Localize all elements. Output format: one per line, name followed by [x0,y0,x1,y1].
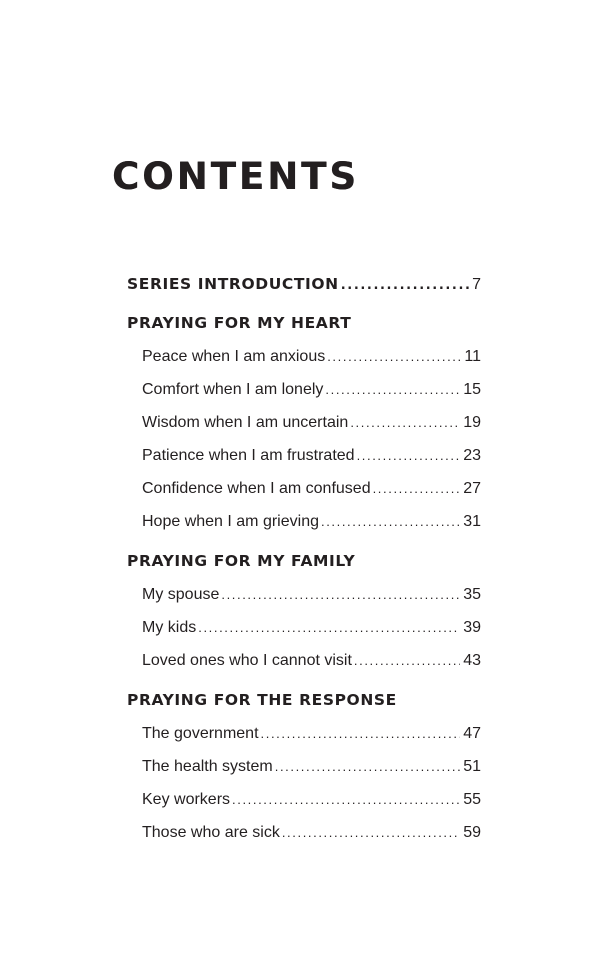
toc-entry-label: Loved ones who I cannot visit [142,652,352,669]
toc-entry-label: Peace when I am anxious [142,348,326,365]
toc-entry[interactable] [127,816,481,849]
toc-entry-label: Those who are sick [142,824,280,841]
dot-leader [354,644,460,677]
toc-page-number: 39 [463,619,481,636]
toc-entry[interactable] [127,783,481,816]
section-heading-my-family [127,545,481,578]
dot-leader [321,505,460,538]
toc-page-number: 31 [463,513,481,530]
dot-leader [357,439,461,472]
toc-page-number: 27 [463,480,481,497]
toc-page-number: 47 [463,725,481,742]
dot-leader [275,750,460,783]
toc-entry-label: SERIES INTRODUCTION [127,275,339,293]
toc-entry-label: My spouse [142,586,220,603]
toc-page-number: 7 [472,276,481,293]
toc-page-number: 59 [463,824,481,841]
toc-entry-label: The health system [142,758,273,775]
toc-page-number: 43 [463,652,481,669]
dot-leader [221,578,460,611]
table-of-contents [127,268,481,849]
toc-entry-label: Wisdom when I am uncertain [142,414,349,431]
dot-leader [232,783,460,816]
toc-page-number: 35 [463,586,481,603]
dot-leader [261,717,461,750]
toc-entry-label: Comfort when I am lonely [142,381,324,398]
dot-leader [327,340,461,373]
section-heading-label: PRAYING FOR MY FAMILY [127,552,356,570]
toc-entry[interactable] [127,340,481,373]
toc-entry[interactable] [127,644,481,677]
toc-entry[interactable] [127,472,481,505]
toc-entry-label: My kids [142,619,197,636]
dot-leader [325,373,460,406]
page-title: CONTENTS [112,155,359,198]
toc-entry[interactable] [127,505,481,538]
dot-leader [282,816,460,849]
toc-entry[interactable] [127,611,481,644]
toc-entry-label: Hope when I am grieving [142,513,319,530]
toc-entry[interactable] [127,578,481,611]
dot-leader [341,269,469,302]
toc-entry-label: Key workers [142,791,231,808]
section-heading-the-response [127,684,481,717]
toc-page-number: 55 [463,791,481,808]
section-heading-label: PRAYING FOR MY HEART [127,314,352,332]
dot-leader [373,472,461,505]
section-heading-label: PRAYING FOR THE RESPONSE [127,691,397,709]
section-heading-my-heart [127,307,481,340]
toc-entry[interactable] [127,373,481,406]
toc-page-number: 11 [464,348,481,365]
toc-page-number: 23 [463,447,481,464]
toc-entry[interactable] [127,406,481,439]
toc-entry-series-introduction[interactable] [127,268,481,301]
dot-leader [350,406,460,439]
toc-page-number: 51 [463,758,481,775]
toc-entry-label: Confidence when I am confused [142,480,371,497]
toc-page-number: 19 [463,414,481,431]
dot-leader [198,611,460,644]
toc-entry[interactable] [127,717,481,750]
toc-entry[interactable] [127,750,481,783]
toc-entry-label: The government [142,725,259,742]
toc-page-number: 15 [463,381,481,398]
toc-entry[interactable] [127,439,481,472]
toc-entry-label: Patience when I am frustrated [142,447,355,464]
